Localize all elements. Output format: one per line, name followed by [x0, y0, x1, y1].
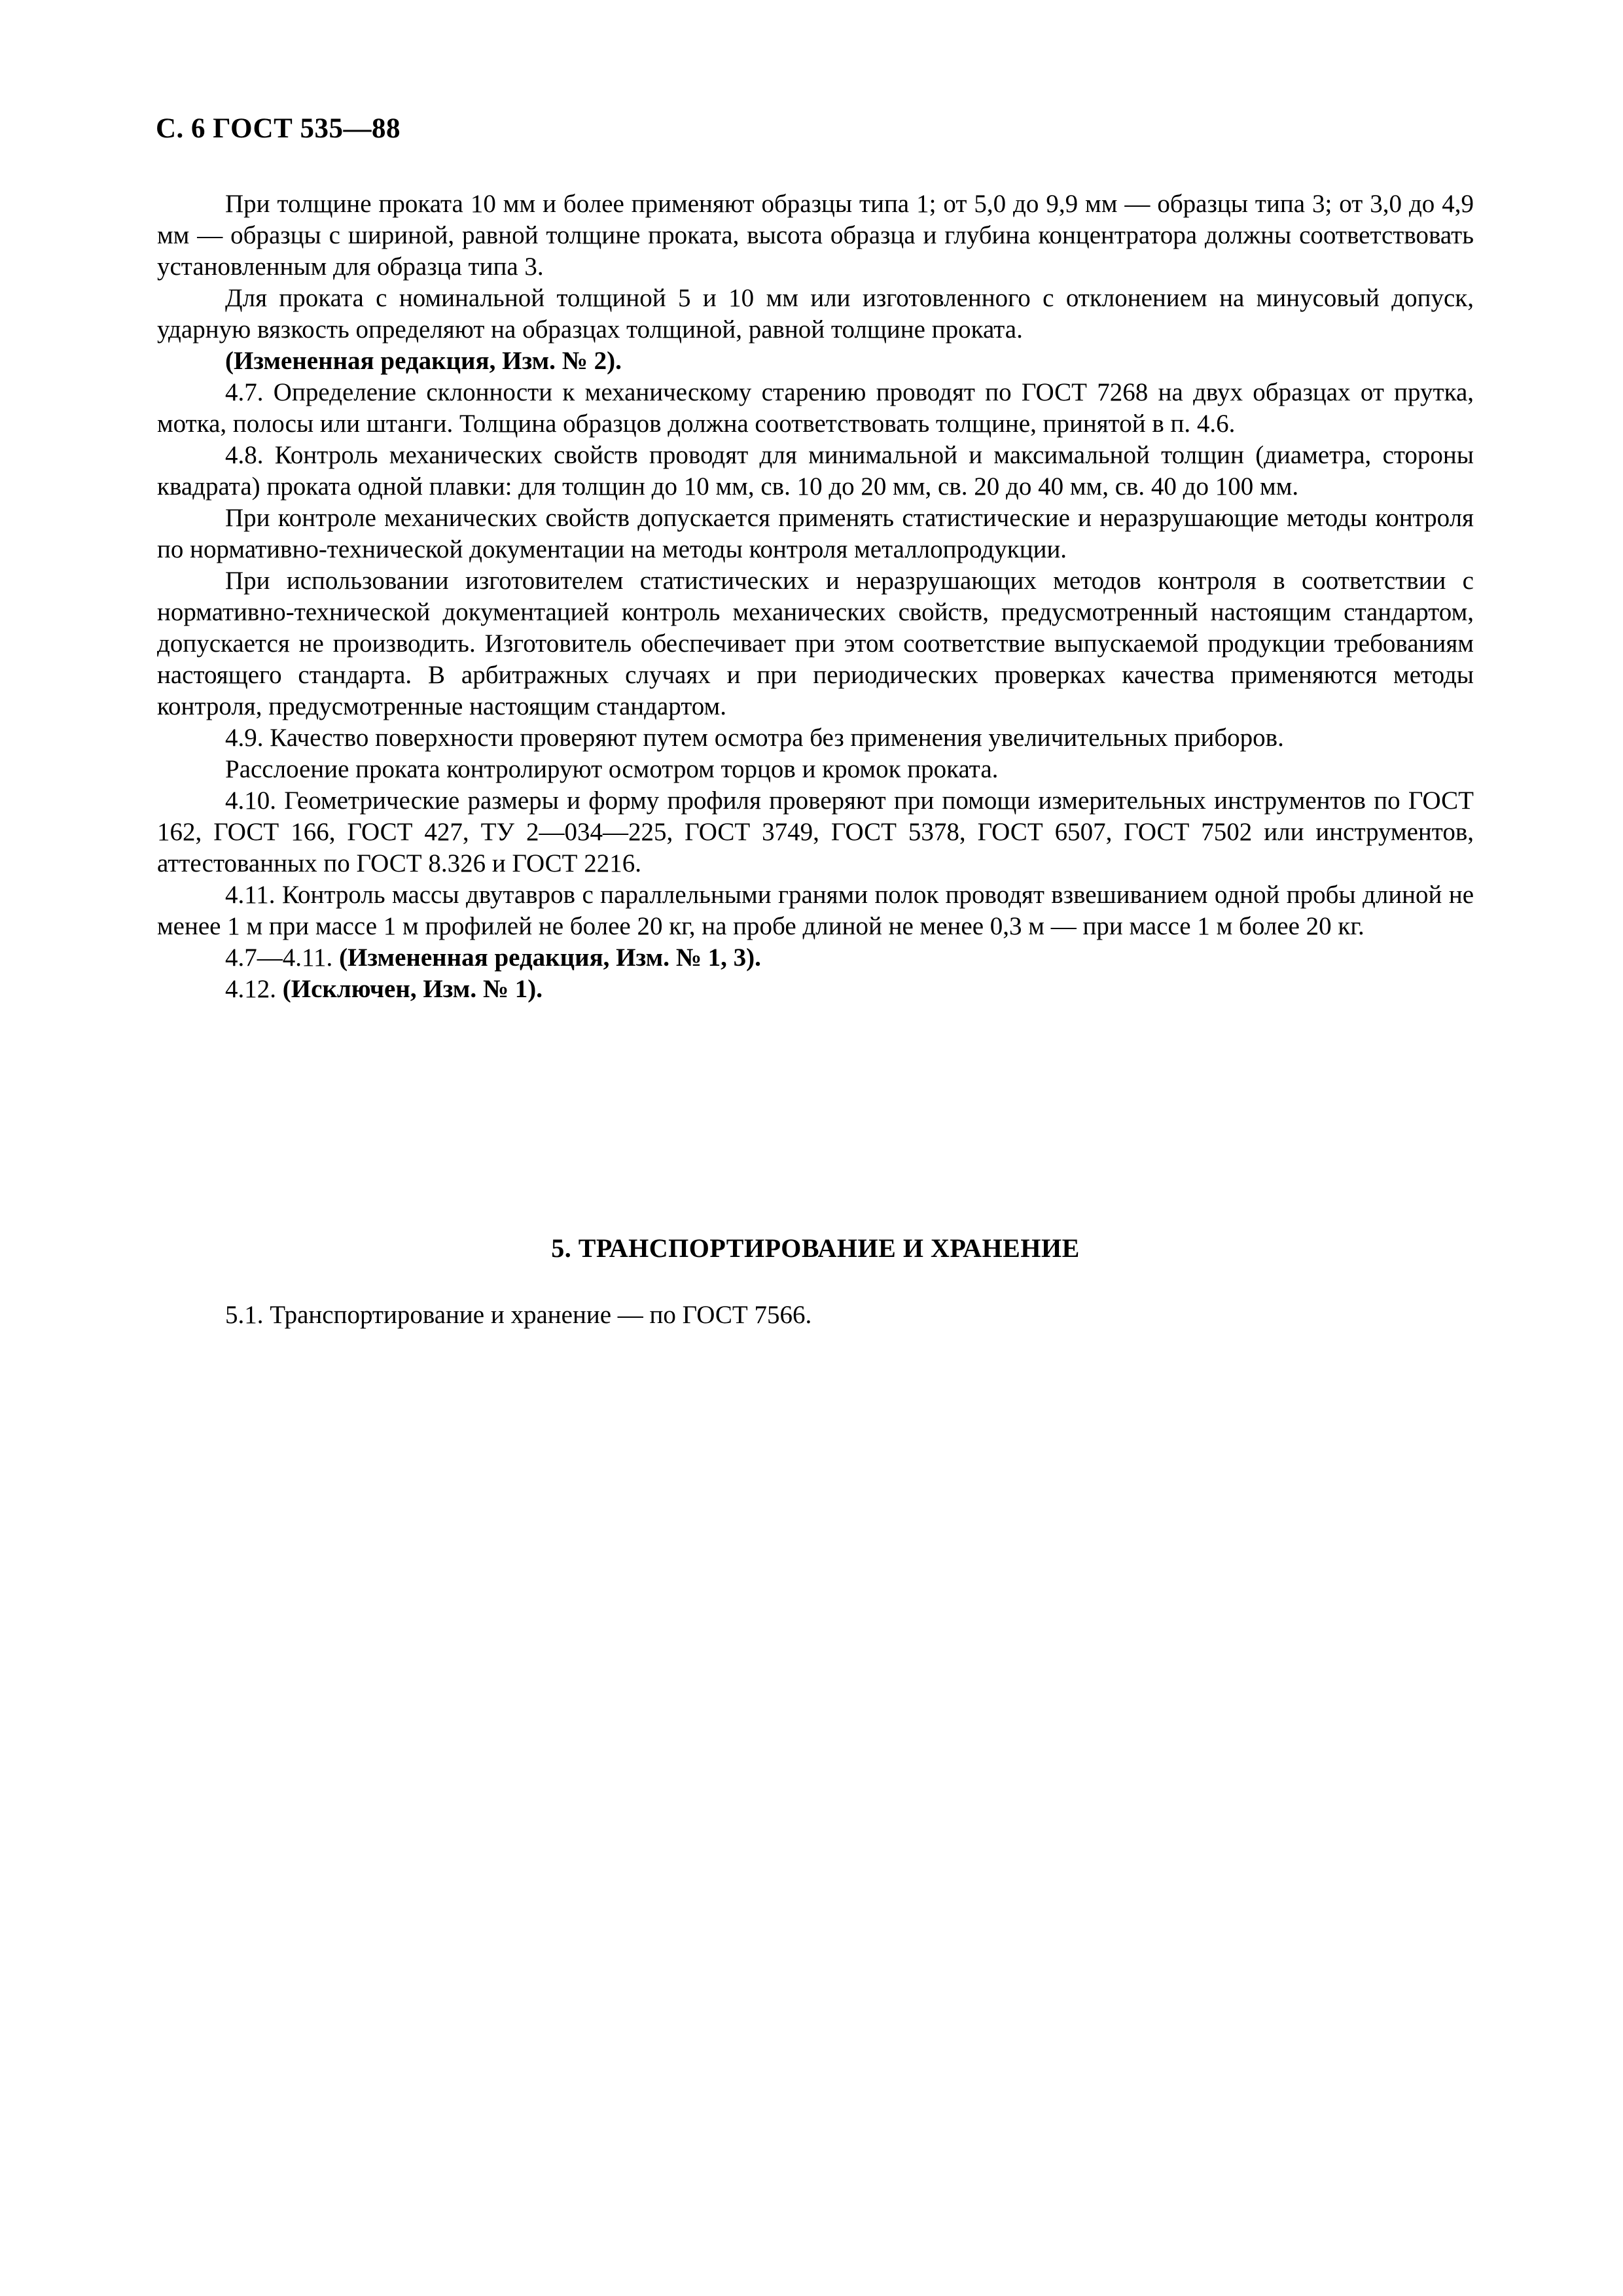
paragraph: [157, 722, 1474, 754]
text-run: При толщине проката 10 мм и более применяют образцы типа 1; от 5,0 до 9,9 мм — образцы типа 3; от 3,0 до 4,9 мм — образцы с шириной, равной толщине проката, высота образца и глубина концентратора должны соответствовать установленным для образца типа 3.: [157, 190, 1474, 281]
section-5-body: [157, 1299, 1474, 1331]
text-run: 4.9. Качество поверхности проверяют путем осмотра без применения увеличительных приборов.: [225, 724, 1284, 752]
paragraph: [157, 503, 1474, 565]
text-run: Расслоение проката контролируют осмотром торцов и кромок проката.: [225, 755, 999, 783]
section-5: [157, 1233, 1474, 1331]
text-run: 4.12.: [225, 975, 283, 1003]
paragraph: [157, 974, 1474, 1005]
paragraph: [157, 879, 1474, 942]
paragraph: [157, 440, 1474, 503]
text-run: 4.10. Геометрические размеры и форму профиля проверяют при помощи измерительных инструментов по ГОСТ 162, ГОСТ 166, ГОСТ 427, ТУ 2—034—225, ГОСТ 3749, ГОСТ 5378, ГОСТ 6507, ГОСТ 7502 или инструментов, аттестованных по ГОСТ 8.326 и ГОСТ 2216.: [157, 786, 1474, 877]
page-header: С. 6 ГОСТ 535—88: [156, 113, 401, 144]
bold-text-run: (Измененная редакция, Изм. № 1, 3).: [339, 944, 761, 972]
paragraph: [157, 1299, 1474, 1331]
text-run: 4.11. Контроль массы двутавров с параллельными гранями полок проводят взвешиванием одной пробы длиной не менее 1 м при массе 1 м профилей не более 20 кг, на пробе длиной не менее 0,3 м — при массе 1 м более 20 кг.: [157, 881, 1474, 940]
text-run: 4.7—4.11.: [225, 944, 340, 972]
paragraph: [157, 942, 1474, 974]
text-run: При использовании изготовителем статистических и неразрушающих методов контроля в соответствии с нормативно-технической документацией контроль механических свойств, предусмотренный настоящим стандартом, допускается не производить. Изготовитель обеспечивает при этом соответствие выпускаемой продукции требованиям настоящего стандарта. В арбитражных случаях и при периодических проверках качества применяются методы контроля, предусмотренные настоящим стандартом.: [157, 567, 1474, 720]
text-run: 4.7. Определение склонности к механическому старению проводят по ГОСТ 7268 на двух образцах от прутка, мотка, полосы или штанги. Толщина образцов должна соответствовать толщине, принятой в п. 4.6.: [157, 378, 1474, 438]
text-run: При контроле механических свойств допускается применять статистические и неразрушающие методы контроля по нормативно-технической документации на методы контроля металлопродукции.: [157, 504, 1474, 563]
paragraph: [157, 188, 1474, 283]
paragraph: [157, 377, 1474, 440]
section-4-body: [157, 188, 1474, 1005]
paragraph: [157, 754, 1474, 785]
paragraph: [157, 565, 1474, 722]
paragraph: [157, 345, 1474, 377]
section-5-heading: 5. ТРАНСПОРТИРОВАНИЕ И ХРАНЕНИЕ: [551, 1233, 1080, 1263]
bold-text-run: (Исключен, Изм. № 1).: [282, 975, 543, 1003]
paragraph: [157, 785, 1474, 879]
bold-text-run: (Измененная редакция, Изм. № 2).: [225, 347, 622, 375]
paragraph: [157, 283, 1474, 345]
text-run: 5.1. Транспортирование и хранение — по ГОСТ 7566.: [225, 1301, 812, 1329]
text-run: Для проката с номинальной толщиной 5 и 10 мм или изготовленного с отклонением на минусовый допуск, ударную вязкость определяют на образцах толщиной, равной толщине проката.: [157, 284, 1474, 344]
text-run: 4.8. Контроль механических свойств проводят для минимальной и максимальной толщин (диаметра, стороны квадрата) проката одной плавки: для толщин до 10 мм, св. 10 до 20 мм, св. 20 до 40 мм, св. 40 до 100 мм.: [157, 441, 1474, 501]
